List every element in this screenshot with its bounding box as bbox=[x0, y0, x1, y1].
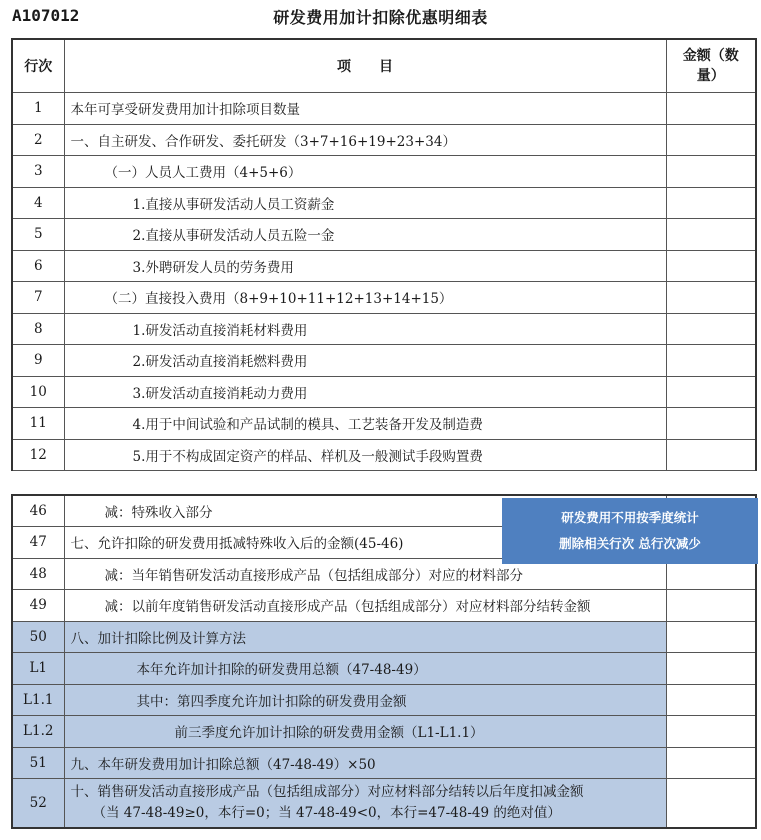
table-row-highlighted bbox=[12, 716, 756, 748]
amount-cell[interactable] bbox=[666, 124, 756, 156]
row-item: 七、允许扣除的研发费用抵减特殊收入后的金额(45-46) bbox=[64, 527, 666, 559]
table-row bbox=[12, 408, 756, 440]
row-number: 3 bbox=[12, 156, 64, 188]
row-number: 1 bbox=[12, 93, 64, 125]
row-item: 1.直接从事研发活动人员工资薪金 bbox=[64, 187, 666, 219]
amount-cell[interactable] bbox=[666, 439, 756, 471]
annotation-note bbox=[502, 498, 758, 564]
row-number: 49 bbox=[12, 590, 64, 622]
row-item: 本年可享受研发费用加计扣除项目数量 bbox=[64, 93, 666, 125]
row-item: 前三季度允许加计扣除的研发费用金额（L1-L1.1） bbox=[64, 716, 666, 748]
table-row bbox=[12, 219, 756, 251]
header-row-no: 行次 bbox=[12, 39, 64, 93]
row-item: （二）直接投入费用（8+9+10+11+12+13+14+15） bbox=[64, 282, 666, 314]
row-item: 减：特殊收入部分 bbox=[64, 495, 666, 527]
row-number: 10 bbox=[12, 376, 64, 408]
row-item-line1: 十、销售研发活动直接形成产品（包括组成部分）对应材料部分结转以后年度扣减金额 bbox=[70, 784, 584, 800]
row-number: 7 bbox=[12, 282, 64, 314]
table-row-highlighted bbox=[12, 747, 756, 779]
row-number: 4 bbox=[12, 187, 64, 219]
row-number: 48 bbox=[12, 558, 64, 590]
amount-cell[interactable] bbox=[666, 779, 756, 829]
table-row-highlighted bbox=[12, 684, 756, 716]
amount-cell[interactable] bbox=[666, 747, 756, 779]
table-row bbox=[12, 282, 756, 314]
document-title: 研发费用加计扣除优惠明细表 bbox=[273, 8, 488, 27]
header-item: 项 目 bbox=[64, 39, 666, 93]
amount-cell[interactable] bbox=[666, 653, 756, 685]
note-line-2: 删除相关行次 总行次减少 bbox=[559, 536, 701, 551]
amount-cell[interactable] bbox=[666, 219, 756, 251]
amount-cell[interactable] bbox=[666, 590, 756, 622]
amount-cell[interactable] bbox=[666, 621, 756, 653]
row-item: 减：以前年度销售研发活动直接形成产品（包括组成部分）对应材料部分结转金额 bbox=[64, 590, 666, 622]
table-row bbox=[12, 345, 756, 377]
table-row bbox=[12, 156, 756, 188]
row-item: 3.研发活动直接消耗动力费用 bbox=[64, 376, 666, 408]
table-row bbox=[12, 313, 756, 345]
amount-cell[interactable] bbox=[666, 376, 756, 408]
table-row bbox=[12, 187, 756, 219]
row-number: 9 bbox=[12, 345, 64, 377]
row-number: 6 bbox=[12, 250, 64, 282]
amount-cell[interactable] bbox=[666, 716, 756, 748]
row-item: 4.用于中间试验和产品试制的模具、工艺装备开发及制造费 bbox=[64, 408, 666, 440]
form-code: A107012 bbox=[12, 6, 80, 25]
row-number: 5 bbox=[12, 219, 64, 251]
note-line-1: 研发费用不用按季度统计 bbox=[561, 510, 699, 525]
row-item: 一、自主研发、合作研发、委托研发（3+7+16+19+23+34） bbox=[64, 124, 666, 156]
row-number: L1 bbox=[12, 653, 64, 685]
row-number: 52 bbox=[12, 779, 64, 829]
table-row bbox=[12, 590, 756, 622]
table-break bbox=[11, 478, 757, 494]
row-item: 九、本年研发费用加计扣除总额（47-48-49）×50 bbox=[64, 747, 666, 779]
row-item: 八、加计扣除比例及计算方法 bbox=[64, 621, 666, 653]
table-row bbox=[12, 439, 756, 471]
row-item: 3.外聘研发人员的劳务费用 bbox=[64, 250, 666, 282]
amount-cell[interactable] bbox=[666, 345, 756, 377]
amount-cell[interactable] bbox=[666, 684, 756, 716]
table-row bbox=[12, 124, 756, 156]
amount-cell[interactable] bbox=[666, 250, 756, 282]
row-item: （一）人员人工费用（4+5+6） bbox=[64, 156, 666, 188]
row-number: 50 bbox=[12, 621, 64, 653]
row-number: 51 bbox=[12, 747, 64, 779]
table-row-highlighted bbox=[12, 653, 756, 685]
detail-table-top bbox=[11, 38, 757, 471]
row-item bbox=[64, 779, 666, 829]
row-number: 12 bbox=[12, 439, 64, 471]
row-number: 11 bbox=[12, 408, 64, 440]
row-item-line2: （当 47-48-49≥0，本行=0；当 47-48-49<0，本行=47-48-49 的绝对值） bbox=[92, 805, 561, 821]
row-item: 2.研发活动直接消耗燃料费用 bbox=[64, 345, 666, 377]
table-row-highlighted bbox=[12, 621, 756, 653]
row-item: 本年允许加计扣除的研发费用总额（47-48-49） bbox=[64, 653, 666, 685]
row-item: 5.用于不构成固定资产的样品、样机及一般测试手段购置费 bbox=[64, 439, 666, 471]
row-number: L1.1 bbox=[12, 684, 64, 716]
row-item: 减：当年销售研发活动直接形成产品（包括组成部分）对应的材料部分 bbox=[64, 558, 666, 590]
amount-cell[interactable] bbox=[666, 313, 756, 345]
row-number: L1.2 bbox=[12, 716, 64, 748]
table-row bbox=[12, 250, 756, 282]
row-item: 其中：第四季度允许加计扣除的研发费用金额 bbox=[64, 684, 666, 716]
row-number: 46 bbox=[12, 495, 64, 527]
amount-cell[interactable] bbox=[666, 93, 756, 125]
row-number: 2 bbox=[12, 124, 64, 156]
header-amount: 金额（数量） bbox=[666, 39, 756, 93]
amount-cell[interactable] bbox=[666, 156, 756, 188]
table-row bbox=[12, 376, 756, 408]
amount-cell[interactable] bbox=[666, 408, 756, 440]
row-number: 47 bbox=[12, 527, 64, 559]
amount-cell[interactable] bbox=[666, 187, 756, 219]
table-header-row bbox=[12, 39, 756, 93]
table-row bbox=[12, 93, 756, 125]
row-item: 2.直接从事研发活动人员五险一金 bbox=[64, 219, 666, 251]
table-row-highlighted bbox=[12, 779, 756, 829]
row-number: 8 bbox=[12, 313, 64, 345]
amount-cell[interactable] bbox=[666, 282, 756, 314]
row-item: 1.研发活动直接消耗材料费用 bbox=[64, 313, 666, 345]
